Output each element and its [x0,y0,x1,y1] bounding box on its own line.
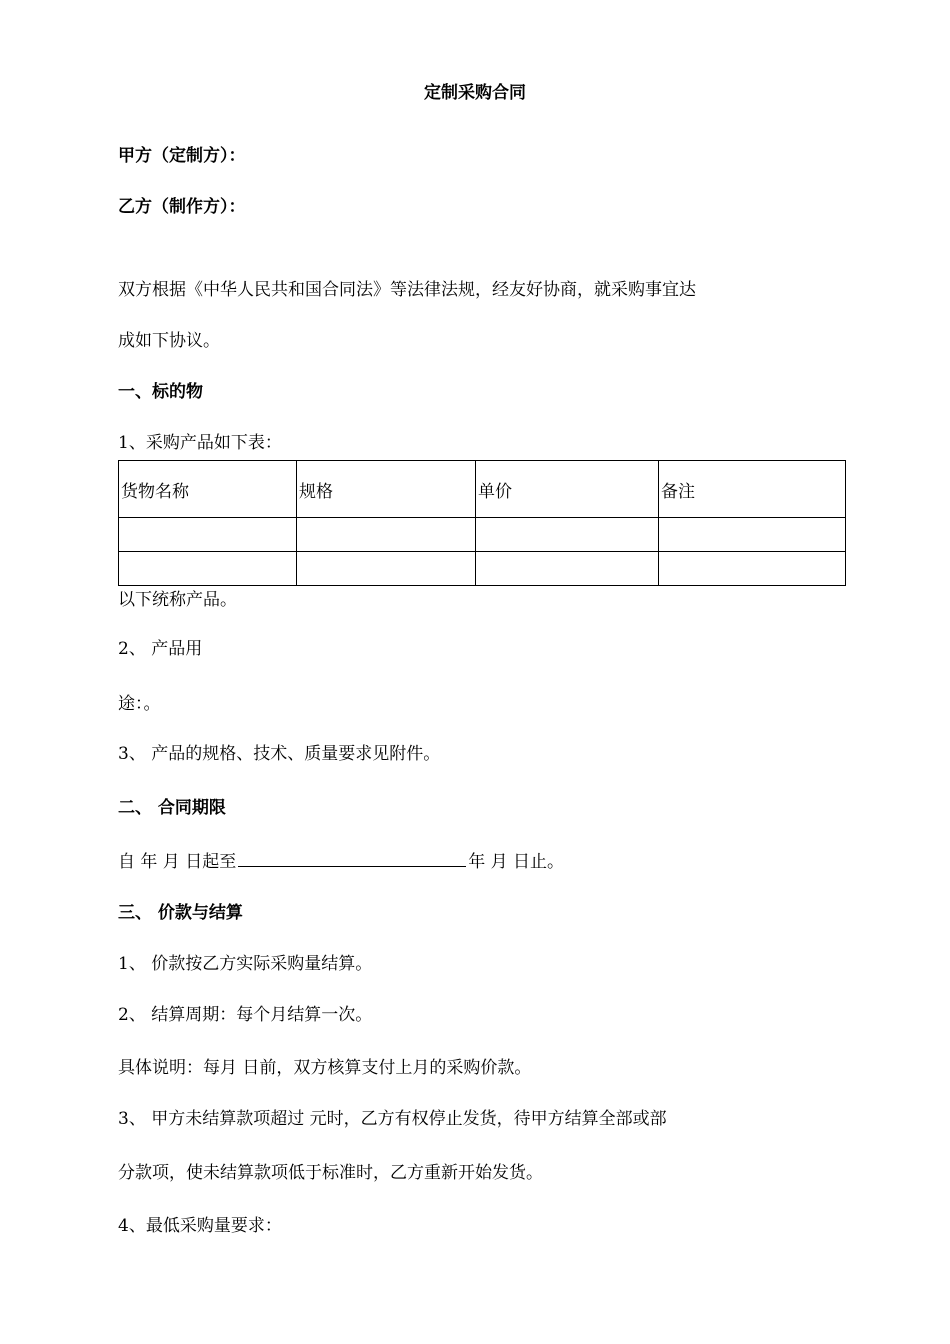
table-header-cell: 规格 [297,461,476,518]
intro-paragraph-line-2: 成如下协议。 [118,331,220,351]
section-1-item-3: 3、 产品的规格、技术、质量要求见附件。 [118,744,441,764]
section-1-item-1: 1、采购产品如下表： [118,433,282,453]
section-3-item-1: 1、 价款按乙方实际采购量结算。 [118,954,373,974]
section-1-item-2-line-1: 2、 产品用 [118,639,203,659]
party-b-label: 乙方（制作方）： [118,197,246,217]
section-1-heading: 一、标的物 [118,382,203,402]
period-end-text: 年 月 日止。 [468,852,565,872]
goods-table [118,460,846,586]
section-1-item-2-line-2: 途：。 [118,694,161,714]
table-cell [659,518,846,552]
table-cell [119,518,297,552]
table-row [119,552,846,586]
table-cell [476,552,659,586]
section-2-heading: 二、 合同期限 [118,798,226,818]
table-cell [297,552,476,586]
document-title: 定制采购合同 [424,83,526,103]
section-3-item-3-line-2: 分款项，使未结算款项低于标准时，乙方重新开始发货。 [118,1163,543,1183]
table-cell [297,518,476,552]
table-cell [119,552,297,586]
section-3-item-3-line-1: 3、 甲方未结算款项超过 元时，乙方有权停止发货，待甲方结算全部或部 [118,1109,667,1129]
table-row [119,518,846,552]
section-3-item-2: 2、 结算周期：每个月结算一次。 [118,1005,373,1025]
table-note: 以下统称产品。 [118,590,237,610]
period-start-text: 自 年 月 日起至 [118,852,237,872]
table-header-cell: 备注 [659,461,846,518]
section-3-item-4: 4、最低采购量要求： [118,1216,282,1236]
table-header-cell: 货物名称 [119,461,297,518]
table-cell [659,552,846,586]
intro-paragraph-line-1: 双方根据《中华人民共和国合同法》等法律法规，经友好协商，就采购事宜达 [118,280,696,300]
period-blank-underline [238,849,466,867]
table-header-row [119,461,846,518]
table-cell [476,518,659,552]
contract-period-line [118,849,564,873]
table-header-cell: 单价 [476,461,659,518]
section-3-detail: 具体说明：每月 日前，双方核算支付上月的采购价款。 [118,1058,532,1078]
section-3-heading: 三、 价款与结算 [118,903,243,923]
party-a-label: 甲方（定制方）： [118,146,246,166]
